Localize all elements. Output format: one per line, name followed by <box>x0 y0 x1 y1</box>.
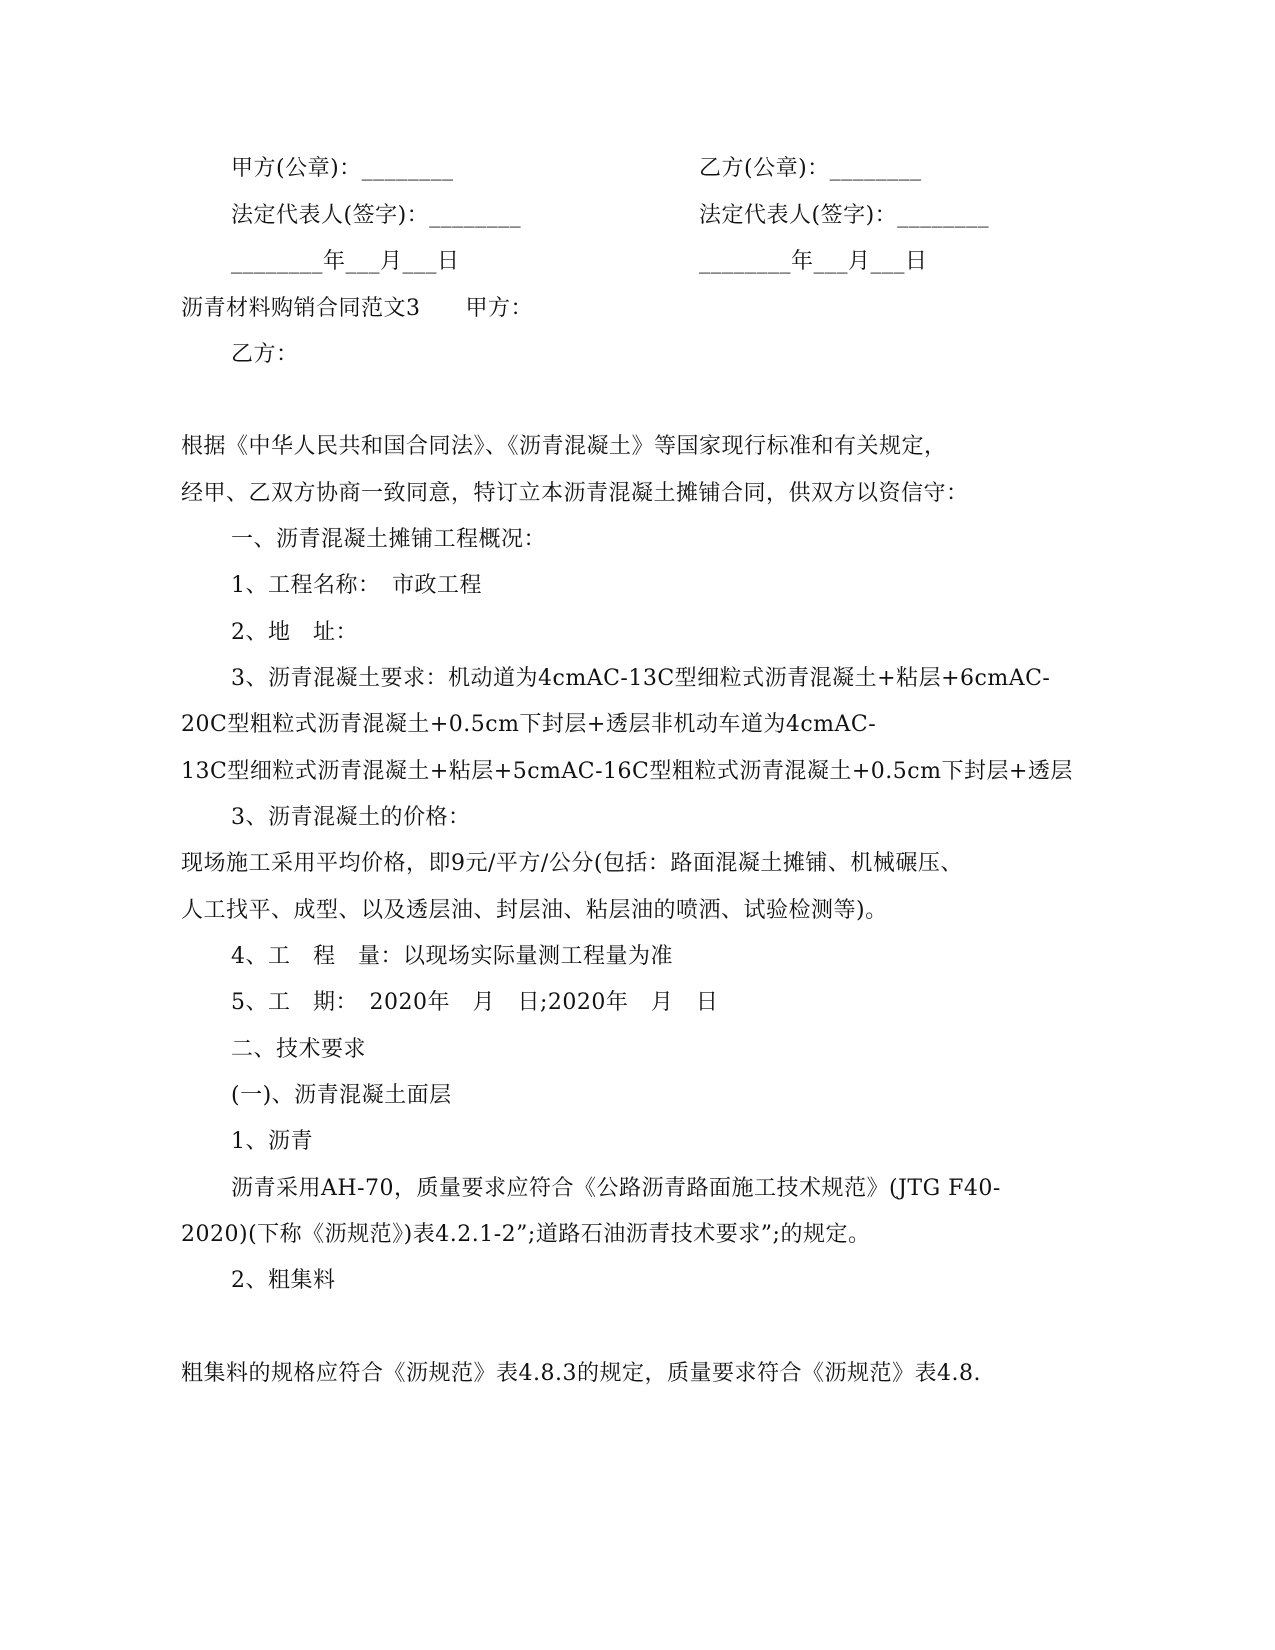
address-item: 2、地 址： <box>231 620 358 645</box>
party-a-date-line: ________年___月___日 <box>231 249 460 274</box>
quantity-item: 4、工 程 量：以现场实际量测工程量为准 <box>231 944 673 969</box>
asphalt-heading: 1、沥青 <box>231 1129 313 1154</box>
party-b-date-line: ________年___月___日 <box>699 249 928 274</box>
party-a-rep-line: 法定代表人(签字)：________ <box>231 203 522 228</box>
contract-title-line: 沥青材料购销合同范文3 甲方： <box>181 296 533 321</box>
requirements-item-cont: 13C型细粒式沥青混凝土+粘层+5cmAC-16C型粗粒式沥青混凝土+0.5cm下封层+透层 <box>181 759 1073 784</box>
subsection-heading: (一)、沥青混凝土面层 <box>231 1083 452 1108</box>
requirements-item: 3、沥青混凝土要求：机动道为4cmAC-13C型细粒式沥青混凝土+粘层+6cmAC- <box>231 666 1051 691</box>
intro-paragraph-line: 根据《中华人民共和国合同法》、《沥青混凝土》等国家现行标准和有关规定， <box>181 434 947 459</box>
section-heading: 一、沥青混凝土摊铺工程概况： <box>231 527 547 552</box>
party-b-rep-line: 法定代表人(签字)：________ <box>699 203 990 228</box>
intro-paragraph-line: 经甲、乙双方协商一致同意，特订立本沥青混凝土摊铺合同，供双方以资信守： <box>181 481 969 506</box>
party-a-seal-line: 甲方(公章)：________ <box>231 156 454 181</box>
price-paragraph-line: 现场施工采用平均价格，即9元/平方/公分(包括：路面混凝土摊铺、机械碾压、 <box>181 851 963 876</box>
coarse-aggregate-paragraph-line: 粗集料的规格应符合《沥规范》表4.8.3的规定，质量要求符合《沥规范》表4.8. <box>181 1361 981 1386</box>
section-heading: 二、技术要求 <box>231 1037 367 1062</box>
duration-item: 5、工 期： 2020年 月 日;2020年 月 日 <box>231 990 719 1015</box>
asphalt-paragraph-line: 2020)(下称《沥规范》)表4.2.1-2”;道路石油沥青技术要求”;的规定。 <box>181 1222 871 1247</box>
project-name-item: 1、工程名称： 市政工程 <box>231 573 482 598</box>
party-b-seal-line: 乙方(公章)：________ <box>699 156 922 181</box>
party-b-label: 乙方： <box>231 342 299 367</box>
asphalt-paragraph-line: 沥青采用AH-70，质量要求应符合《公路沥青路面施工技术规范》(JTG F40- <box>231 1176 1001 1201</box>
coarse-aggregate-heading: 2、粗集料 <box>231 1268 336 1293</box>
requirements-item-cont: 20C型粗粒式沥青混凝土+0.5cm下封层+透层非机动车道为4cmAC- <box>181 712 877 737</box>
price-paragraph-line: 人工找平、成型、以及透层油、封层油、粘层油的喷洒、试验检测等)。 <box>181 898 888 923</box>
price-heading: 3、沥青混凝土的价格： <box>231 805 471 830</box>
